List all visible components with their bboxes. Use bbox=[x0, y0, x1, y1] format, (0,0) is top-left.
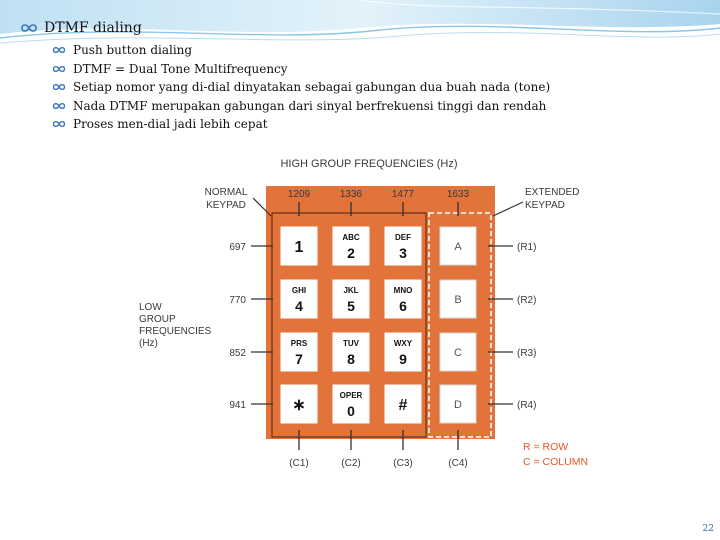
column-frequency-label: 1633 bbox=[446, 189, 470, 200]
key-letters: MNO bbox=[393, 286, 413, 295]
key-digit: D bbox=[454, 399, 462, 411]
bullet-text: Proses men-dial jadi lebih cepat bbox=[73, 117, 268, 131]
column-frequency-label: 1477 bbox=[391, 189, 415, 200]
list-item bbox=[52, 115, 550, 134]
extended-keypad-label: KEYPAD bbox=[525, 200, 565, 211]
high-group-header: HIGH GROUP FREQUENCIES (Hz) bbox=[280, 158, 458, 170]
dtmf-keypad-figure bbox=[133, 150, 604, 475]
low-group-label: LOW bbox=[139, 302, 162, 313]
column-tag-label: (C4) bbox=[448, 458, 468, 469]
row-tag-label: (R2) bbox=[517, 295, 537, 306]
normal-keypad-label: NORMAL bbox=[204, 187, 248, 198]
column-tag-label: (C1) bbox=[289, 458, 309, 469]
row-tag-label: (R1) bbox=[517, 242, 537, 253]
infinity-bullet-icon bbox=[52, 119, 66, 129]
legend-column: C = COLUMN bbox=[523, 456, 589, 468]
column-frequency-label: 1336 bbox=[339, 189, 363, 200]
key-digit: 9 bbox=[399, 351, 407, 367]
bullet-text: Setiap nomor yang di-dial dinyatakan sebagai gabungan dua buah nada (tone) bbox=[73, 80, 551, 94]
key-digit: # bbox=[398, 397, 408, 414]
infinity-bullet-icon bbox=[52, 45, 66, 55]
extended-keypad-label: EXTENDED bbox=[525, 187, 580, 198]
key-letters: PRS bbox=[290, 339, 308, 348]
normal-keypad-label: KEYPAD bbox=[206, 200, 246, 211]
key-digit: 2 bbox=[347, 245, 355, 261]
row-tag-label: (R4) bbox=[517, 400, 537, 411]
key-digit: 6 bbox=[399, 298, 407, 314]
bullet-text: DTMF = Dual Tone Multifrequency bbox=[73, 61, 288, 76]
infinity-bullet-icon bbox=[52, 82, 66, 92]
key-letters: GHI bbox=[291, 286, 307, 295]
key-digit: A bbox=[454, 241, 462, 253]
key-letters: JKL bbox=[343, 286, 359, 295]
key-letters: ABC bbox=[342, 233, 360, 242]
list-item bbox=[52, 97, 550, 116]
key-digit: 3 bbox=[399, 245, 407, 261]
key-digit: ∗ bbox=[292, 397, 306, 414]
slide-title-row bbox=[20, 20, 142, 36]
legend-row: R = ROW bbox=[523, 441, 569, 453]
row-frequency-label: 770 bbox=[229, 295, 246, 306]
slide-title: DTMF dialing bbox=[44, 20, 142, 36]
bullet-text: Nada DTMF merupakan gabungan dari sinyal berfrekuensi tinggi dan rendah bbox=[73, 98, 547, 113]
row-frequency-label: 697 bbox=[229, 242, 246, 253]
list-item bbox=[52, 41, 550, 60]
row-frequency-label: 852 bbox=[229, 348, 246, 359]
low-group-label: GROUP bbox=[139, 314, 176, 325]
page-number: 22 bbox=[702, 524, 714, 534]
bullet-text: Push button dialing bbox=[73, 43, 193, 57]
row-tag-label: (R3) bbox=[517, 348, 537, 359]
key-letters: DEF bbox=[395, 233, 411, 242]
infinity-bullet-icon bbox=[20, 22, 38, 34]
key-digit: B bbox=[454, 294, 462, 306]
column-tag-label: (C3) bbox=[393, 458, 413, 469]
column-frequency-label: 1209 bbox=[287, 189, 311, 200]
bullet-list bbox=[52, 41, 550, 134]
column-tag-label: (C2) bbox=[341, 458, 361, 469]
key-letters: TUV bbox=[343, 339, 359, 348]
infinity-bullet-icon bbox=[52, 101, 66, 111]
infinity-bullet-icon bbox=[52, 64, 66, 74]
low-group-label: (Hz) bbox=[139, 338, 158, 349]
key-digit: 0 bbox=[347, 403, 355, 419]
row-frequency-label: 941 bbox=[229, 400, 246, 411]
key-digit: 4 bbox=[295, 298, 303, 314]
key-digit: C bbox=[454, 347, 462, 359]
key-letters: WXY bbox=[393, 339, 413, 348]
list-item bbox=[52, 78, 550, 97]
key-letters: OPER bbox=[339, 391, 363, 400]
list-item bbox=[52, 60, 550, 79]
key-digit: 7 bbox=[295, 351, 303, 367]
low-group-label: FREQUENCIES bbox=[139, 326, 212, 337]
key-digit: 1 bbox=[294, 239, 304, 256]
key-digit: 8 bbox=[347, 351, 355, 367]
key-digit: 5 bbox=[347, 298, 355, 314]
